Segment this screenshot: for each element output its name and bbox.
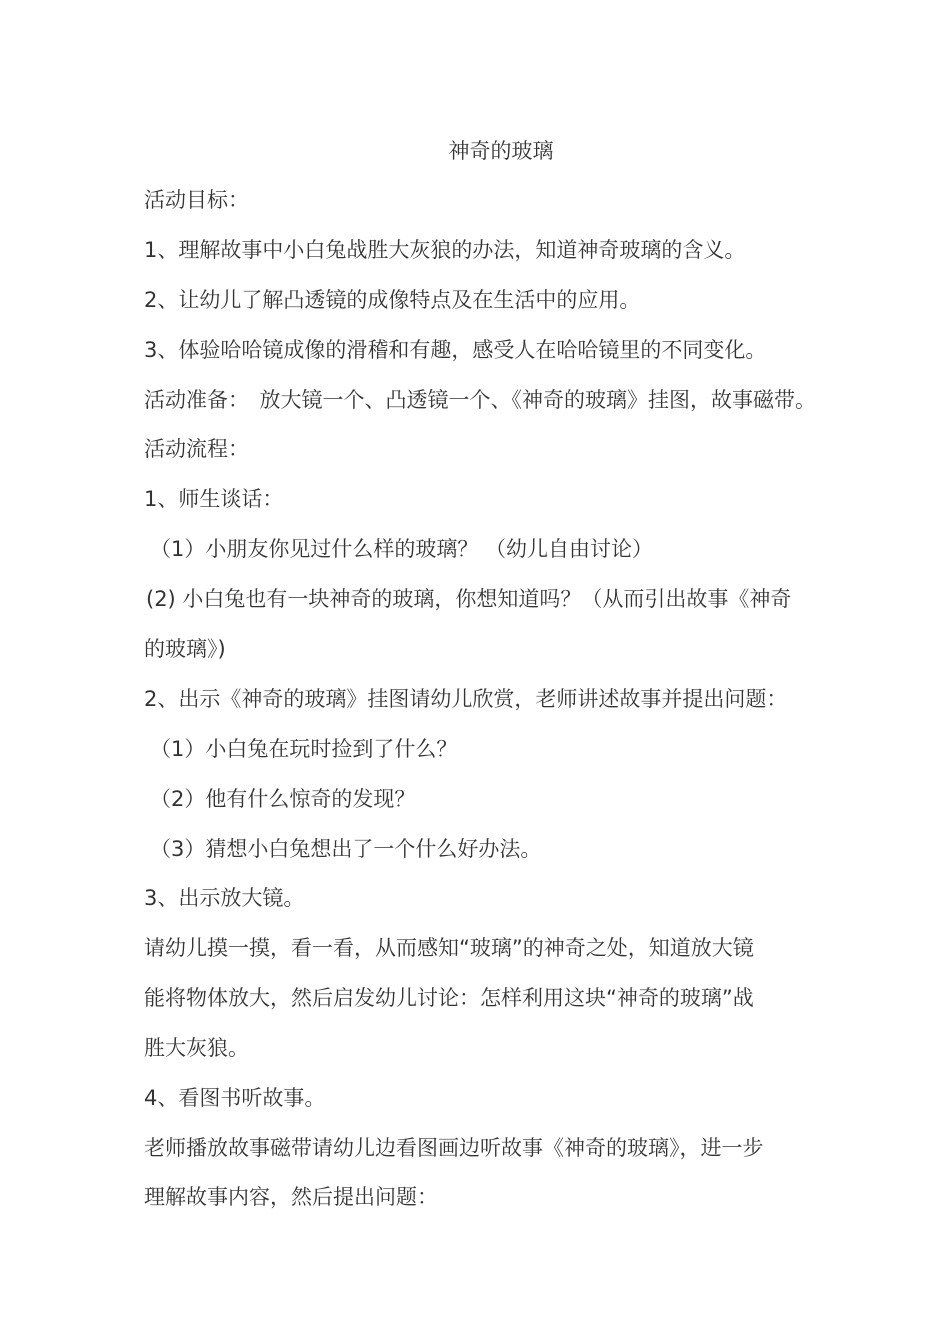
paragraph-continuation: 的玻璃》) bbox=[144, 637, 226, 661]
process-step-4: 4、看图书听故事。 bbox=[144, 1086, 326, 1110]
paragraph-line: 理解故事内容，然后提出问题： bbox=[144, 1185, 438, 1209]
process-step-3: 3、出示放大镜。 bbox=[144, 886, 305, 910]
process-step-2: 2、出示《神奇的玻璃》挂图请幼儿欣赏，老师讲述故事并提出问题： bbox=[144, 687, 788, 711]
goal-item-2: 2、让幼儿了解凸透镜的成像特点及在生活中的应用。 bbox=[144, 288, 641, 312]
section-heading-process: 活动流程： bbox=[144, 437, 249, 461]
goal-item-3: 3、体验哈哈镜成像的滑稽和有趣，感受人在哈哈镜里的不同变化。 bbox=[144, 338, 767, 362]
process-question: （3）猜想小白兔想出了一个什么好办法。 bbox=[150, 837, 542, 861]
paragraph-line: 请幼儿摸一摸，看一看，从而感知“玻璃”的神奇之处，知道放大镜 bbox=[144, 936, 754, 960]
process-question: （2）他有什么惊奇的发现？ bbox=[150, 787, 416, 811]
document-title: 神奇的玻璃 bbox=[448, 139, 554, 163]
paragraph-line: 胜大灰狼。 bbox=[144, 1036, 249, 1060]
paragraph-line: 老师播放故事磁带请幼儿边看图画边听故事《神奇的玻璃》，进一步 bbox=[144, 1136, 764, 1160]
paragraph-line: 能将物体放大，然后启发幼儿讨论：怎样利用这块“神奇的玻璃”战 bbox=[144, 986, 754, 1010]
process-question: （1）小朋友你见过什么样的玻璃？ （幼儿自由讨论） bbox=[150, 537, 654, 561]
goal-item-1: 1、理解故事中小白兔战胜大灰狼的办法，知道神奇玻璃的含义。 bbox=[144, 238, 746, 262]
process-question: (2) 小白兔也有一块神奇的玻璃，你想知道吗？（从而引出故事《神奇 bbox=[146, 587, 792, 611]
section-preparation: 活动准备： 放大镜一个、凸透镜一个、《神奇的玻璃》挂图，故事磁带。 bbox=[144, 388, 816, 412]
section-heading-goals: 活动目标： bbox=[144, 188, 249, 212]
process-step-1: 1、师生谈话： bbox=[144, 487, 284, 511]
process-question: （1）小白兔在玩时捡到了什么？ bbox=[150, 737, 458, 761]
